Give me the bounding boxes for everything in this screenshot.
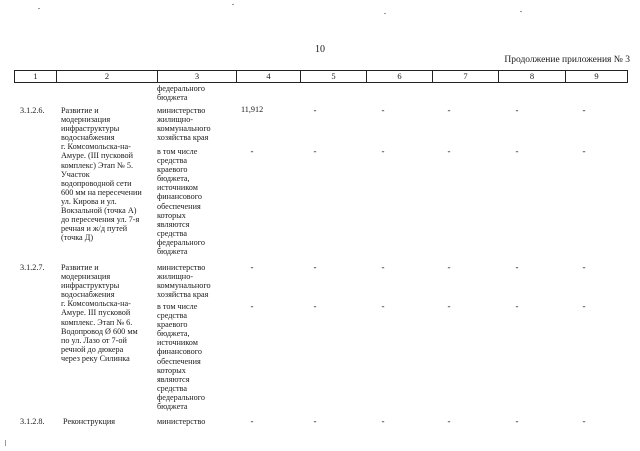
funding-source: в том числе средства краевого бюджета, источником финансового обеспечения которых являются средства федерального бюджета xyxy=(157,147,205,257)
row-name: Реконструкция xyxy=(63,417,116,426)
column-header-5: 5 xyxy=(300,71,366,82)
value-col9: - xyxy=(582,416,586,426)
funding-source: в том числе средства краевого бюджета, источником финансового обеспечения которых являются средства федерального бюджета xyxy=(157,302,205,412)
row-name: Развитие и модернизация инфраструктуры водоснабжения г. Комсомольска-на- Амуре. (III пусковой комплекс) Этап № 5. Участок водопроводной сети 600 мм на пересечении ул. Кирова и ул. Вокзальной (точка А) до пересечения ул. 7-я речная и ж/д путей (точка Д) xyxy=(61,106,142,243)
column-header-6: 6 xyxy=(366,71,432,82)
value-col5: - xyxy=(313,301,317,311)
column-header-7: 7 xyxy=(432,71,498,82)
column-header-2: 2 xyxy=(56,71,157,82)
value-col8: - xyxy=(515,416,519,426)
column-header-8: 8 xyxy=(498,71,565,82)
value-col9: - xyxy=(582,301,586,311)
scan-speck xyxy=(520,11,522,12)
column-header-1: 1 xyxy=(33,71,38,81)
value-col8: - xyxy=(515,146,519,156)
value-col6: - xyxy=(381,301,385,311)
column-header-3: 3 xyxy=(157,71,236,82)
column-header-4: 4 xyxy=(236,71,300,82)
value-col7: - xyxy=(447,416,451,426)
value-col8: - xyxy=(515,262,519,272)
value-col8: - xyxy=(515,105,519,115)
value-col6: - xyxy=(381,146,385,156)
funding-source: министерство жилищно- коммунального хозяйства края xyxy=(157,263,211,300)
table-header xyxy=(14,70,628,83)
carryover-source-text: федерального бюджета xyxy=(157,84,205,103)
value-col7: - xyxy=(447,301,451,311)
continuation-label: Продолжение приложения № 3 xyxy=(504,55,630,65)
value-col5: - xyxy=(313,262,317,272)
value-col6: - xyxy=(381,262,385,272)
value-col4: - xyxy=(250,301,254,311)
value-col6: - xyxy=(381,105,385,115)
scan-speck xyxy=(38,8,40,9)
scan-speck xyxy=(5,440,6,446)
funding-source: министерство жилищно- коммунального хозяйства края xyxy=(157,106,211,143)
value-col7: - xyxy=(447,105,451,115)
value-col9: - xyxy=(582,146,586,156)
row-code: 3.1.2.6. xyxy=(20,106,45,115)
value-col4: - xyxy=(250,416,254,426)
value-col6: - xyxy=(381,416,385,426)
value-col4: - xyxy=(250,262,254,272)
scan-speck xyxy=(384,13,386,14)
value-col5: - xyxy=(313,105,317,115)
value-col4: - xyxy=(250,146,254,156)
value-col7: - xyxy=(447,262,451,272)
value-col5: - xyxy=(313,146,317,156)
scan-speck xyxy=(232,4,234,5)
row-name: Развитие и модернизация инфраструктуры водоснабжения г. Комсомольска-на- Амуре. III пусковой комплекс. Этап № 6. Водопровод Ø 600 мм по ул. Лазо от 7-ой речной до дюкера через реку Силинка xyxy=(61,263,138,363)
value-col4: 11,912 xyxy=(241,105,264,114)
value-col5: - xyxy=(313,416,317,426)
page-number: 10 xyxy=(315,44,325,55)
row-code: 3.1.2.8. xyxy=(20,417,45,426)
row-code: 3.1.2.7. xyxy=(20,263,45,272)
value-col7: - xyxy=(447,146,451,156)
value-col9: - xyxy=(582,105,586,115)
funding-source: министерство xyxy=(157,417,206,426)
value-col8: - xyxy=(515,301,519,311)
column-header-9: 9 xyxy=(565,71,627,82)
value-col9: - xyxy=(582,262,586,272)
